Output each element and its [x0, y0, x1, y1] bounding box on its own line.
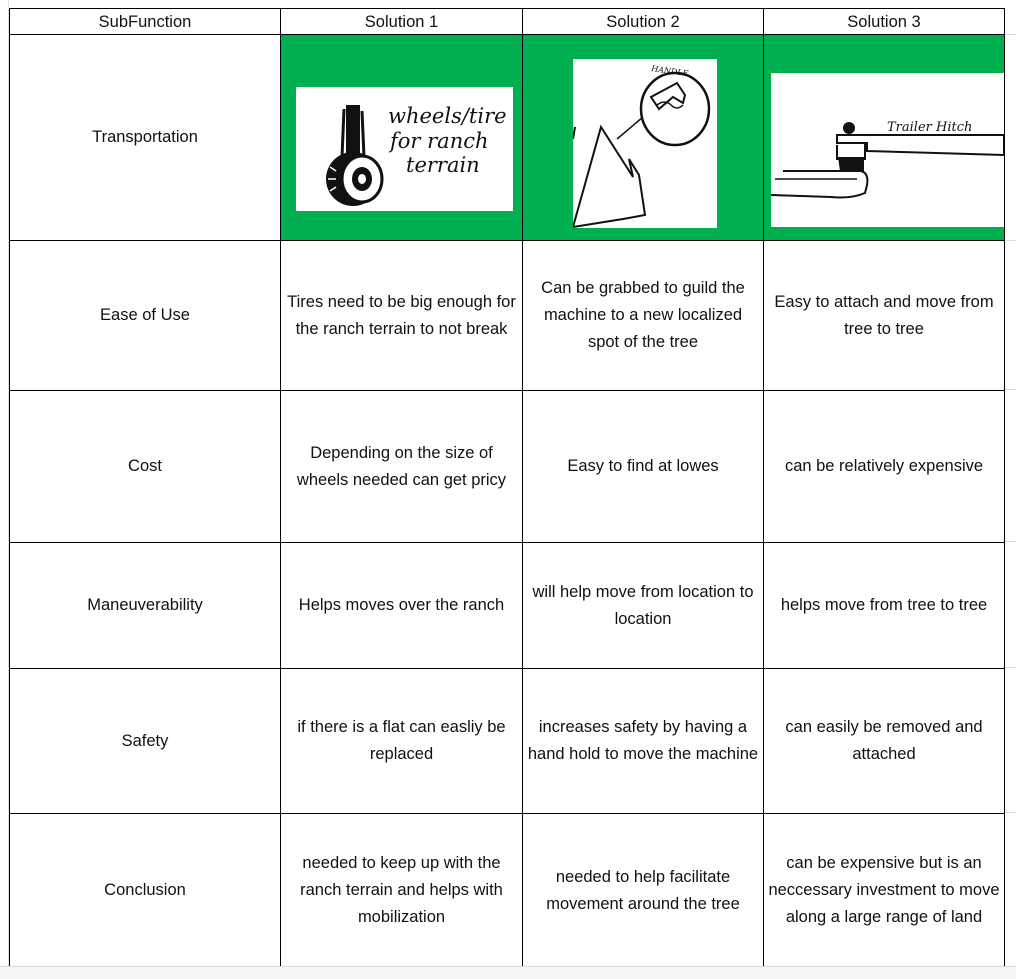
trailer-hitch-sketch-icon [771, 73, 1004, 227]
table-row [10, 669, 1005, 814]
header-subfunction[interactable]: SubFunction [10, 9, 281, 35]
header-solution-3[interactable]: Solution 3 [764, 9, 1005, 35]
wheel-sketch-icon [296, 87, 513, 211]
transportation-label[interactable]: Transportation [10, 35, 281, 241]
solution-2-sketch-cell[interactable] [523, 35, 764, 241]
handle-sketch-image [573, 59, 717, 228]
gridline [1004, 541, 1016, 542]
cell-maneuverability-solution-3[interactable]: helps move from tree to tree [764, 543, 1005, 669]
handle-label: HANDLE [650, 64, 689, 79]
cell-conclusion-solution-3[interactable]: can be expensive but is an neccessary investment to move along a large range of land [764, 814, 1005, 968]
header-solution-2[interactable]: Solution 2 [523, 9, 764, 35]
trailer-hitch-sketch-image [771, 73, 1004, 227]
cell-cost-solution-2[interactable]: Easy to find at lowes [523, 391, 764, 543]
row-header-strip [0, 0, 9, 978]
cell-maneuverability-solution-1[interactable]: Helps moves over the ranch [281, 543, 523, 669]
cell-conclusion-solution-2[interactable]: needed to help facilitate movement around the tree [523, 814, 764, 968]
row-label-conclusion[interactable]: Conclusion [10, 814, 281, 968]
sketch-text-line1: wheels/tire [388, 104, 507, 128]
solution-3-sketch-cell[interactable] [764, 35, 1005, 241]
cell-ease-solution-3[interactable]: Easy to attach and move from tree to tree [764, 241, 1005, 391]
table-row [10, 814, 1005, 968]
gridline [1004, 812, 1016, 813]
cell-safety-solution-1[interactable]: if there is a flat can easliy be replaced [281, 669, 523, 814]
table-row [10, 543, 1005, 669]
cell-cost-solution-3[interactable]: can be relatively expensive [764, 391, 1005, 543]
trailer-hitch-label: Trailer Hitch [887, 120, 973, 135]
wheel-sketch-image [296, 87, 513, 211]
gridline [1004, 389, 1016, 390]
cell-safety-solution-2[interactable]: increases safety by having a hand hold to move the machine [523, 669, 764, 814]
table-row [10, 241, 1005, 391]
sketch-text-line3: terrain [406, 153, 480, 177]
sketch-text-line2: for ranch [390, 129, 489, 153]
row-label-cost[interactable]: Cost [10, 391, 281, 543]
row-label-maneuverability[interactable]: Maneuverability [10, 543, 281, 669]
cell-conclusion-solution-1[interactable]: needed to keep up with the ranch terrain and helps with mobilization [281, 814, 523, 968]
cell-maneuverability-solution-2[interactable]: will help move from location to location [523, 543, 764, 669]
row-label-ease-of-use[interactable]: Ease of Use [10, 241, 281, 391]
gridline [1004, 667, 1016, 668]
transportation-row [10, 35, 1005, 241]
handle-sketch-icon [573, 59, 717, 228]
solution-1-sketch-cell[interactable] [281, 35, 523, 241]
gridline [1004, 240, 1016, 241]
bottom-gridline-strip [0, 966, 1016, 979]
table-row [10, 391, 1005, 543]
header-row [10, 9, 1005, 35]
row-label-safety[interactable]: Safety [10, 669, 281, 814]
cell-ease-solution-2[interactable]: Can be grabbed to guild the machine to a new localized spot of the tree [523, 241, 764, 391]
cell-safety-solution-3[interactable]: can easily be removed and attached [764, 669, 1005, 814]
header-solution-1[interactable]: Solution 1 [281, 9, 523, 35]
gridline [1004, 34, 1016, 35]
cell-ease-solution-1[interactable]: Tires need to be big enough for the ranch terrain to not break [281, 241, 523, 391]
morphological-chart-table [9, 8, 1005, 968]
cell-cost-solution-1[interactable]: Depending on the size of wheels needed can get pricy [281, 391, 523, 543]
